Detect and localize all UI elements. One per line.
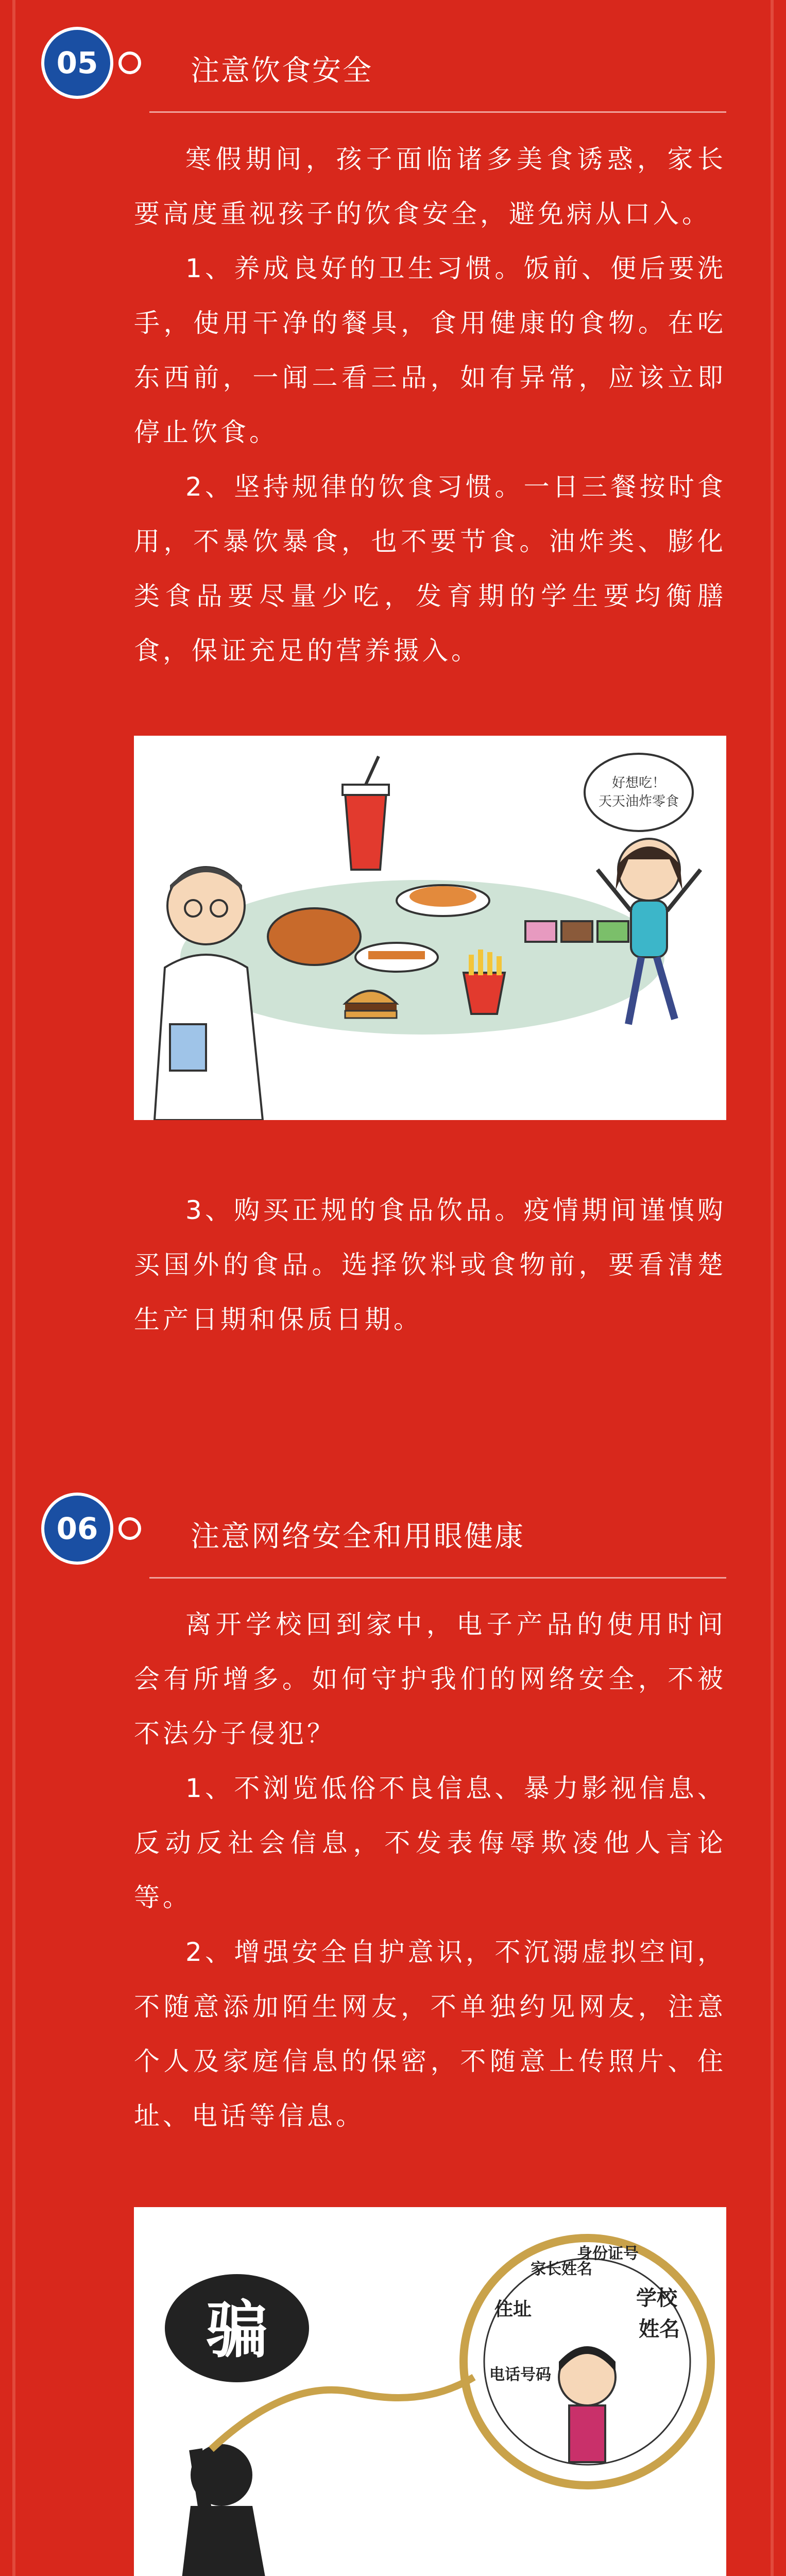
girl-figure	[559, 2346, 616, 2462]
bubble-text-line2: 天天油炸零食	[598, 794, 679, 809]
section-title: 注意网络安全和用眼健康	[191, 1520, 525, 1553]
section-number: 05	[44, 30, 110, 96]
section-header	[41, 27, 726, 94]
section-header	[41, 1493, 726, 1560]
fraudster-silhouette	[180, 2444, 268, 2576]
fish-icon	[409, 886, 476, 907]
food-safety-illustration	[134, 736, 726, 1120]
frame-line-right	[771, 0, 774, 2576]
paragraph: 2、增强安全自护意识，不沉溺虚拟空间，不随意添加陌生网友，不单独约见网友，注意个人及家庭信息的保密，不随意上传照片、住址、电话等信息。	[134, 1937, 726, 2131]
frame-line-left	[12, 0, 15, 2576]
info-label: 姓名	[639, 2317, 680, 2341]
section-number-badge	[41, 1493, 113, 1565]
section-number: 06	[44, 1496, 110, 1562]
info-label: 电话号码	[489, 2366, 551, 2384]
rope-icon	[211, 2377, 474, 2449]
section-title: 注意饮食安全	[191, 54, 373, 88]
paragraph: 寒假期间，孩子面临诸多美食诱惑，家长要高度重视孩子的饮食安全，避免病从口入。	[134, 144, 726, 229]
thought-bubble	[585, 754, 693, 831]
ring-icon	[118, 1517, 141, 1540]
paragraph: 1、养成良好的卫生习惯。饭前、便后要洗手，使用干净的餐具，食用健康的食物。在吃东西前，一闻二看三品，如有异常，应该立即停止饮食。	[134, 253, 726, 447]
paragraph: 离开学校回到家中，电子产品的使用时间会有所增多。如何守护我们的网络安全，不被不法分子侵犯？	[134, 1609, 726, 1749]
online-fraud-illustration	[134, 2207, 726, 2576]
info-label: 家长姓名	[531, 2260, 592, 2278]
paragraph: 3、购买正规的食品饮品。疫情期间谨慎购买国外的食品。选择饮料或食物前，要看清楚生产日期和保质日期。	[134, 1195, 726, 1334]
bubble-text-line1: 好想吃！	[611, 775, 666, 791]
roast-chicken-icon	[268, 908, 361, 965]
info-label: 住址	[494, 2299, 532, 2320]
section-divider	[149, 111, 726, 113]
sign-text: 骗	[206, 2295, 268, 2366]
drink-cup-icon	[343, 756, 389, 870]
section-divider	[149, 1577, 726, 1579]
info-label: 学校	[636, 2286, 677, 2310]
paragraph: 2、坚持规律的饮食习惯。一日三餐按时食用，不暴饮暴食，也不要节食。油炸类、膨化类食品要尽量少吃，发育期的学生要均衡膳食，保证充足的营养摄入。	[134, 472, 726, 666]
section-number-badge	[41, 27, 113, 99]
info-label: 身份证号	[577, 2245, 639, 2263]
ring-icon	[118, 52, 141, 74]
paragraph: 1、不浏览低俗不良信息、暴力影视信息、反动反社会信息，不发表侮辱欺凌他人言论等。	[134, 1773, 726, 1912]
